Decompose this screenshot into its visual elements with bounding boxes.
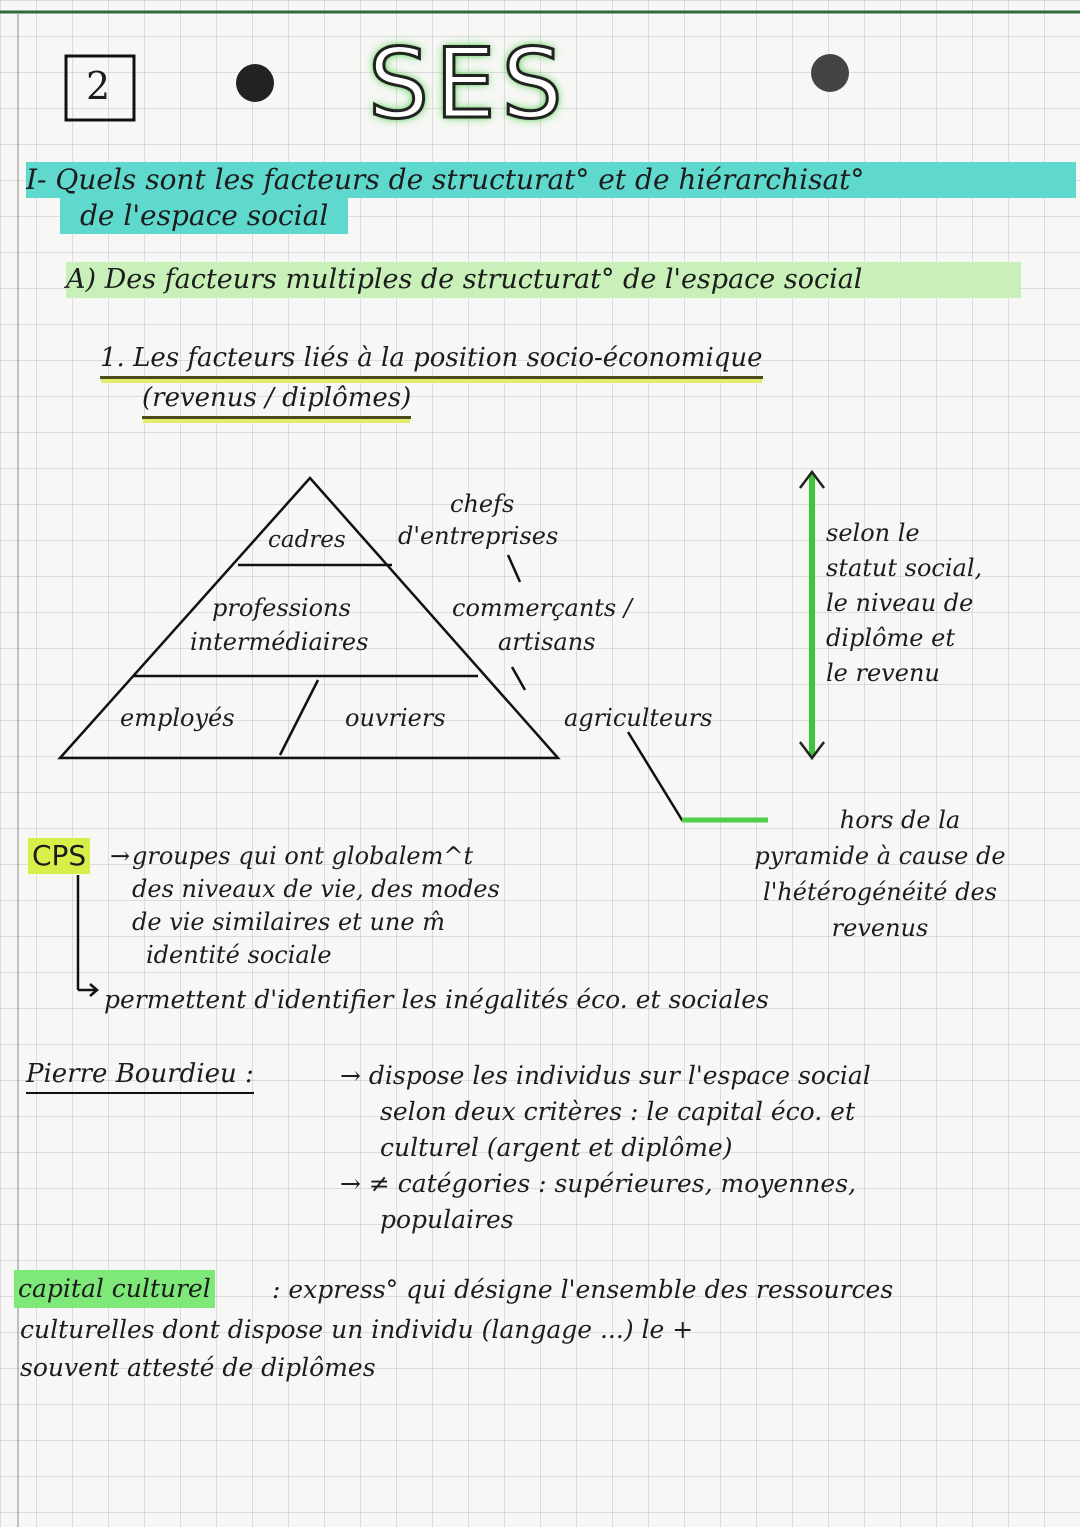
page-number: 2 xyxy=(86,64,111,108)
axis-note-line: le niveau de xyxy=(826,589,974,617)
axis-note-line: diplôme et xyxy=(826,624,955,652)
capital-culturel-line: : express° qui désigne l'ensemble des ressources xyxy=(272,1275,894,1304)
outside-note-line: hors de la xyxy=(839,806,961,834)
bourdieu-line: culturel (argent et diplôme) xyxy=(380,1133,733,1162)
axis-note xyxy=(826,516,982,691)
outside-note-line: l'hétérogénéité des xyxy=(763,878,997,906)
page-title: SES xyxy=(368,28,569,140)
axis-note-line: selon le xyxy=(826,519,920,547)
bourdieu-line: selon deux critères : le capital éco. et xyxy=(380,1097,856,1126)
cps-arrow xyxy=(78,875,97,996)
cps-definition-arrow: → xyxy=(110,842,131,870)
bourdieu-text xyxy=(340,1058,871,1238)
bourdieu-line: → ≠ catégories : supérieures, moyennes, xyxy=(340,1169,856,1198)
label-artisans: artisans xyxy=(498,628,596,656)
bourdieu-line: populaires xyxy=(380,1205,514,1234)
outside-note-line: pyramide à cause de xyxy=(754,842,1006,870)
outside-pyramid-note xyxy=(690,802,1070,946)
capital-culturel-line: souvent attesté de diplômes xyxy=(20,1353,376,1382)
label-entreprises: d'entreprises xyxy=(398,522,559,550)
label-agriculteurs: agriculteurs xyxy=(564,704,713,732)
subsection-heading-1-line1: 1. Les facteurs liés à la position socio-économique xyxy=(100,340,763,379)
cps-line: identité sociale xyxy=(146,941,332,969)
pyramid-level-employes: employés xyxy=(120,704,235,732)
subsection-heading-1-line2: (revenus / diplômes) xyxy=(142,380,411,419)
pyramid-level-professions: professions xyxy=(212,594,351,622)
section-heading-line2: de l'espace social xyxy=(60,198,348,234)
label-commercants: commerçants / xyxy=(452,594,632,622)
pyramid-level-cadres: cadres xyxy=(268,527,346,553)
cps-line: de vie similaires et une m̂ xyxy=(132,908,445,936)
cps-line: groupes qui ont globalem^t xyxy=(132,842,474,870)
cps-line: des niveaux de vie, des modes xyxy=(132,875,500,903)
capital-culturel-line: culturelles dont dispose un individu (langage ...) le + xyxy=(20,1315,694,1344)
pyramid-level-intermediaires: intermédiaires xyxy=(190,628,369,656)
outside-note-line: revenus xyxy=(831,914,929,942)
bourdieu-line: → dispose les individus sur l'espace social xyxy=(340,1061,871,1090)
subsection-heading-A: A) Des facteurs multiples de structurat° de l'espace social xyxy=(66,262,1021,298)
axis-note-line: le revenu xyxy=(826,659,940,687)
axis-note-line: statut social, xyxy=(826,554,983,582)
bullet-dot-left xyxy=(236,64,274,102)
label-chefs: chefs xyxy=(450,490,515,518)
cps-term: CPS xyxy=(28,838,90,874)
cps-definition xyxy=(132,840,500,972)
bullet-dot-right xyxy=(811,54,849,92)
bourdieu-name: Pierre Bourdieu : xyxy=(26,1056,254,1094)
cps-consequence: permettent d'identifier les inégalités éco. et sociales xyxy=(104,985,769,1014)
capital-culturel-term: capital culturel xyxy=(14,1270,215,1308)
section-heading-line1: I- Quels sont les facteurs de structurat° et de hiérarchisat° xyxy=(26,162,1076,198)
pyramid-level-ouvriers: ouvriers xyxy=(345,704,446,732)
vertical-double-arrow xyxy=(800,472,824,758)
